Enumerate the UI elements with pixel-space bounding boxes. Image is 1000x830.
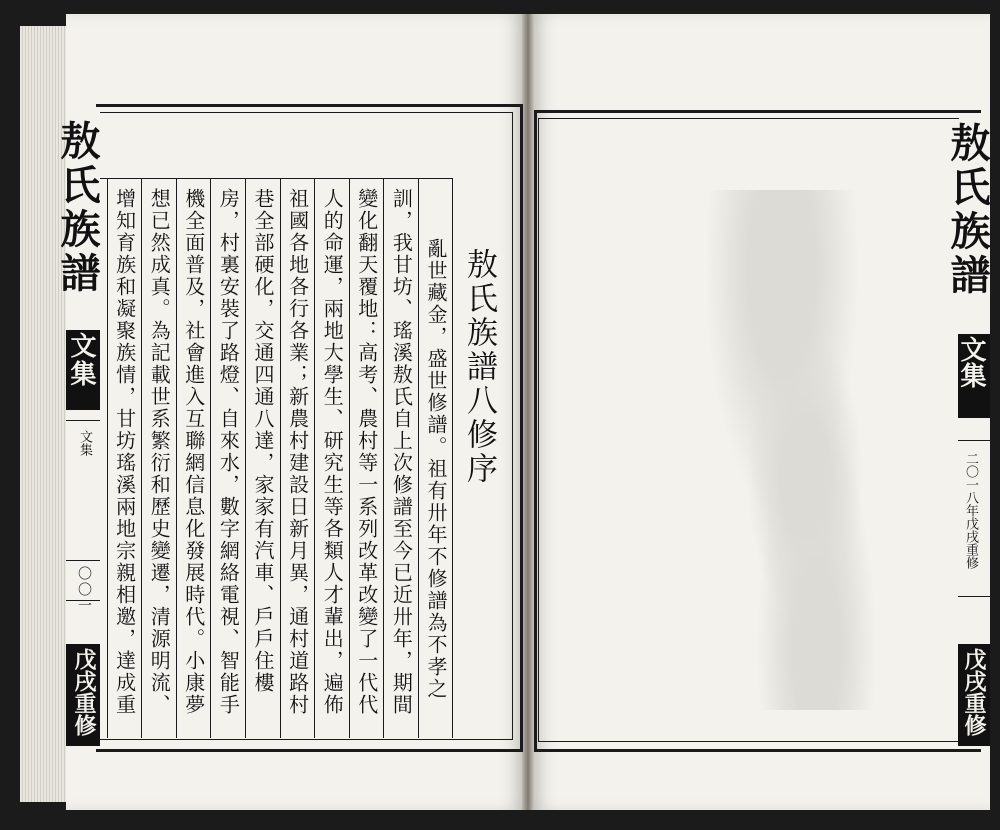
text-column: 變化翻天覆地：高考、農村等一系列改革改變了一代代 [354,188,379,716]
spine-rule [66,600,100,601]
text-column: 機全面普及，社會進入互聯網信息化發展時代。小康夢 [181,188,206,716]
text-column: 訓，我甘坊、瑤溪敖氏自上次修譜至今已近卅年，期間 [389,188,414,716]
text-column: 房，村裏安裝了路燈、自來水，數字網絡電視、智能手 [216,188,241,716]
text-column: 亂世藏金，盛世修譜。祖有卅年不修譜為不孝之 [424,238,448,700]
article-title: 敖氏族譜八修序 [461,248,497,486]
text-column: 增知育族和凝聚族情，甘坊瑤溪兩地宗親相邀，達成重 [112,188,137,716]
spine-rule [66,560,100,561]
spine-collection-label: 文集 [66,332,96,388]
spine-rule [958,596,990,597]
right-spine-collection-label: 文集 [956,336,986,388]
page-number: 〇〇一 [76,566,92,614]
right-spine-edition-label: 戊戌重修 [961,648,987,736]
spine-book-title: 敖氏族譜 [54,120,101,296]
text-column: 巷全部硬化，交通四通八達，家家有汽車、戶戶住樓 [251,188,275,694]
text-column: 想已然成真。為記載世系繁衍和歷史變遷，清源明流、 [147,188,172,716]
spine-collection-small: 文集 [77,430,92,456]
right-spine-edition-note: 二〇一八年戊戌重修 [963,452,978,569]
book-gutter [522,14,534,810]
right-spine-book-title: 敖氏族譜 [944,122,991,298]
spine-rule [958,440,990,441]
spine-edition-label: 戊戌重修 [71,648,97,736]
right-page-inner-border [538,118,959,742]
text-column: 祖國各地各行各業；新農村建設日新月異，通村道路村 [285,188,310,716]
spine-rule [66,420,100,421]
text-column: 人的命運，兩地大學生、研究生等各類人才輩出，遍佈 [320,188,345,716]
